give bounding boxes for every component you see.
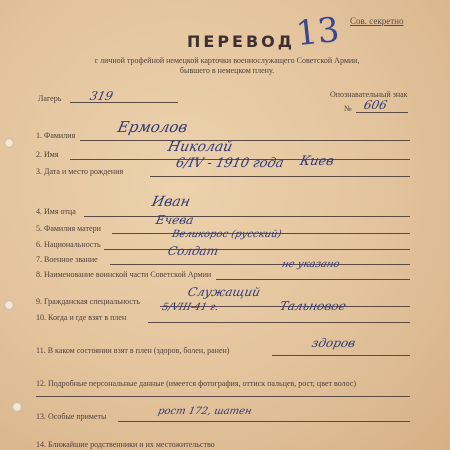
field-special-marks-value: рост 172, шатен	[156, 406, 253, 417]
field-nationality-label: 6. Национальность	[36, 240, 101, 249]
field-father-line	[84, 216, 410, 217]
id-mark-value: 606	[362, 98, 389, 112]
camp-value: 319	[88, 89, 115, 103]
field-name-value: Николай	[166, 139, 234, 155]
field-unit-line	[216, 279, 410, 280]
field-special-marks-label: 13. Особые приметы	[36, 412, 107, 421]
field-capture-line	[148, 322, 410, 323]
camp-line	[70, 102, 178, 103]
camp-label: Лагерь	[38, 94, 62, 103]
field-specialty-label: 9. Гражданская специальность	[36, 297, 141, 306]
field-surname-line	[80, 140, 410, 141]
field-birth-place-value: Киев	[298, 154, 336, 169]
field-condition-line	[272, 355, 410, 356]
field-birth-line	[150, 176, 410, 177]
document-title: ПЕРЕВОД	[187, 32, 296, 51]
field-special-marks-line	[118, 421, 410, 422]
classification-mark: Сов. секретно	[350, 16, 404, 26]
field-relatives-label: 14. Ближайшие родственники и их местожительство	[36, 440, 215, 449]
id-mark-label: Опознавательный знак	[330, 90, 408, 99]
id-mark-number-sign: №	[344, 104, 352, 113]
field-surname-label: 1. Фамилия	[36, 131, 76, 140]
handwritten-stamp-number: 13	[294, 9, 342, 55]
field-capture-place-value: Тальновое	[278, 299, 348, 313]
field-nationality-value: Великорос (русский)	[170, 229, 283, 240]
field-name-label: 2. Имя	[36, 150, 59, 159]
field-mother-value: Ечева	[154, 213, 195, 227]
field-birth-label: 3. Дата и место рождения	[36, 167, 124, 176]
field-unit-value: не указано	[280, 259, 341, 270]
field-capture-label: 10. Когда и где взят в плен	[36, 313, 127, 322]
field-rank-line	[110, 264, 410, 265]
punch-hole	[4, 300, 14, 310]
field-rank-label: 7. Военное звание	[36, 255, 98, 264]
field-rank-value: Солдат	[166, 244, 220, 258]
field-condition-label: 11. В каком состоянии взят в плен (здоров, болен, ранен)	[36, 346, 230, 355]
subtitle-line-1: с личной трофейной немецкой карточки военнослужащего Советской Армии,	[94, 56, 360, 65]
punch-hole	[12, 402, 22, 412]
id-mark-line	[356, 112, 408, 113]
field-personal-data-line	[36, 396, 410, 397]
field-surname-value: Ермолов	[116, 118, 190, 136]
field-unit-label: 8. Наименование воинской части Советской Армии	[36, 270, 212, 279]
field-personal-data-label: 12. Подробные персональные данные (имеется фотография, оттиск пальцев, рост, цвет волос)	[36, 379, 356, 388]
field-father-label: 4. Имя отца	[36, 207, 76, 216]
subtitle-line-2: бывшего в немецком плену.	[179, 66, 275, 75]
field-nationality-line	[104, 249, 410, 250]
field-father-value: Иван	[150, 194, 192, 210]
punch-hole	[4, 138, 14, 148]
document-subtitle	[62, 56, 392, 76]
field-mother-label: 5. Фамилия матери	[36, 224, 101, 233]
field-birth-date-value: 6/IV - 1910 года	[174, 156, 286, 171]
field-capture-date-value: 5/VIII-41 г.	[160, 302, 220, 313]
field-condition-value: здоров	[310, 336, 357, 350]
field-specialty-value: Служащий	[186, 285, 262, 299]
